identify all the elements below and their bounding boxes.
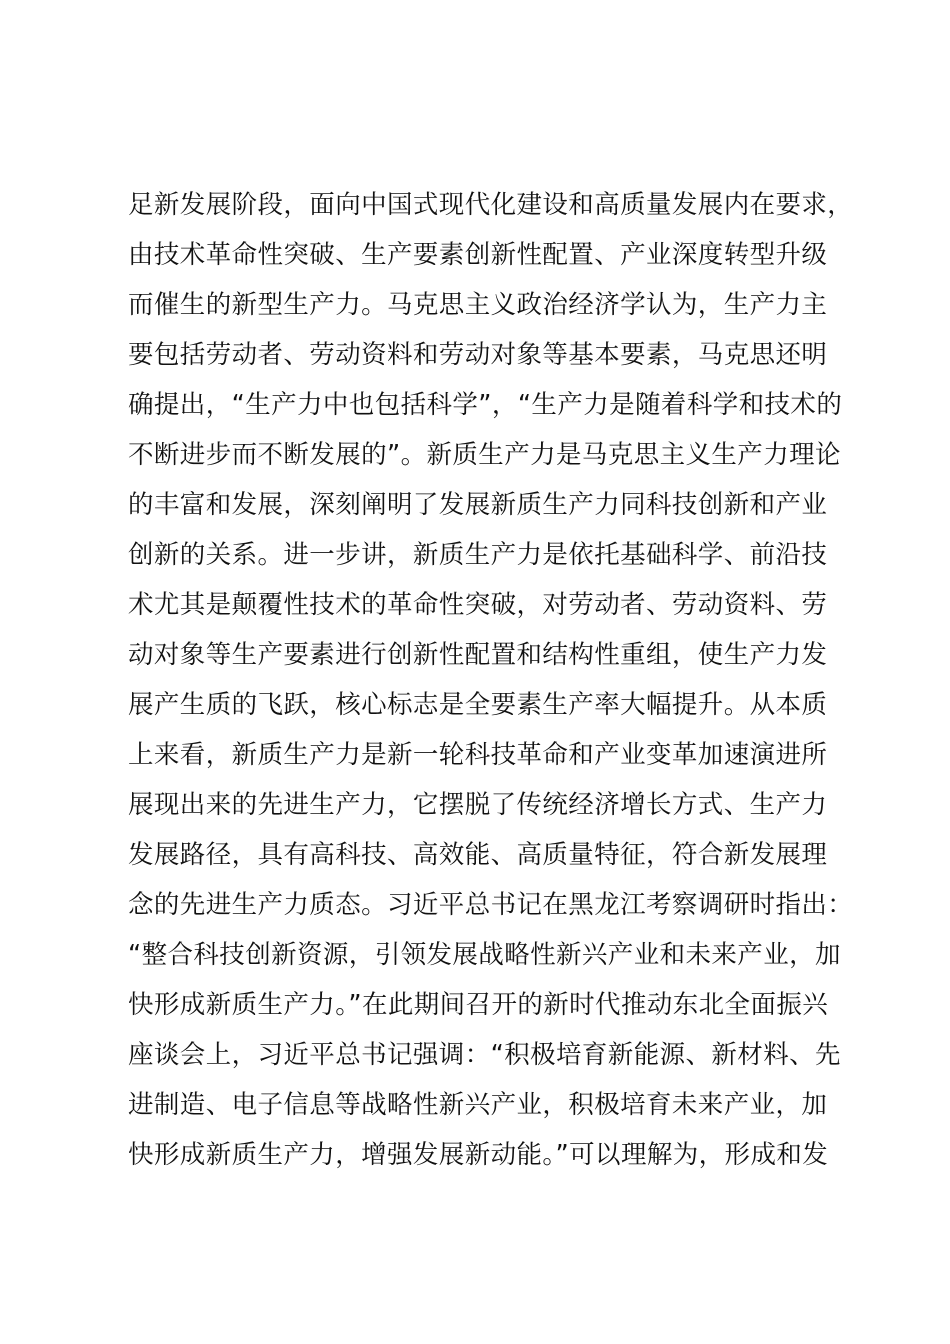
text-line: 念的先进生产力质态。习近平总书记在黑龙江考察调研时指出：	[128, 890, 854, 920]
text-line: 发展路径，具有高科技、高效能、高质量特征，符合新发展理	[128, 840, 828, 870]
text-line: “整合科技创新资源，引领发展战略性新兴产业和未来产业，加	[128, 940, 841, 970]
text-line: 快形成新质生产力，增强发展新动能。”可以理解为，形成和发	[128, 1140, 829, 1170]
text-line: 由技术革命性突破、生产要素创新性配置、产业深度转型升级	[128, 240, 828, 270]
text-line: 创新的关系。进一步讲，新质生产力是依托基础科学、前沿技	[128, 540, 828, 570]
text-line: 而催生的新型生产力。马克思主义政治经济学认为，生产力主	[128, 290, 828, 320]
text-line: 不断进步而不断发展的”。新质生产力是马克思主义生产力理论	[128, 440, 841, 470]
body-paragraph	[128, 180, 858, 1180]
text-line: 展现出来的先进生产力，它摆脱了传统经济增长方式、生产力	[128, 790, 828, 820]
text-line: 确提出，“生产力中也包括科学”，“生产力是随着科学和技术的	[128, 390, 843, 420]
text-line: 动对象等生产要素进行创新性配置和结构性重组，使生产力发	[128, 640, 828, 670]
text-line: 展产生质的飞跃，核心标志是全要素生产率大幅提升。从本质	[128, 690, 828, 720]
text-line: 快形成新质生产力。”在此期间召开的新时代推动东北全面振兴	[128, 990, 829, 1020]
text-line: 的丰富和发展，深刻阐明了发展新质生产力同科技创新和产业	[128, 490, 828, 520]
text-line: 要包括劳动者、劳动资料和劳动对象等基本要素，马克思还明	[128, 340, 828, 370]
text-line: 术尤其是颠覆性技术的革命性突破，对劳动者、劳动资料、劳	[128, 590, 828, 620]
text-line: 上来看，新质生产力是新一轮科技革命和产业变革加速演进所	[128, 740, 828, 770]
text-line: 座谈会上，习近平总书记强调：“积极培育新能源、新材料、先	[128, 1040, 841, 1070]
text-line: 足新发展阶段，面向中国式现代化建设和高质量发展内在要求，	[128, 190, 854, 220]
text-line: 进制造、电子信息等战略性新兴产业，积极培育未来产业，加	[128, 1090, 828, 1120]
